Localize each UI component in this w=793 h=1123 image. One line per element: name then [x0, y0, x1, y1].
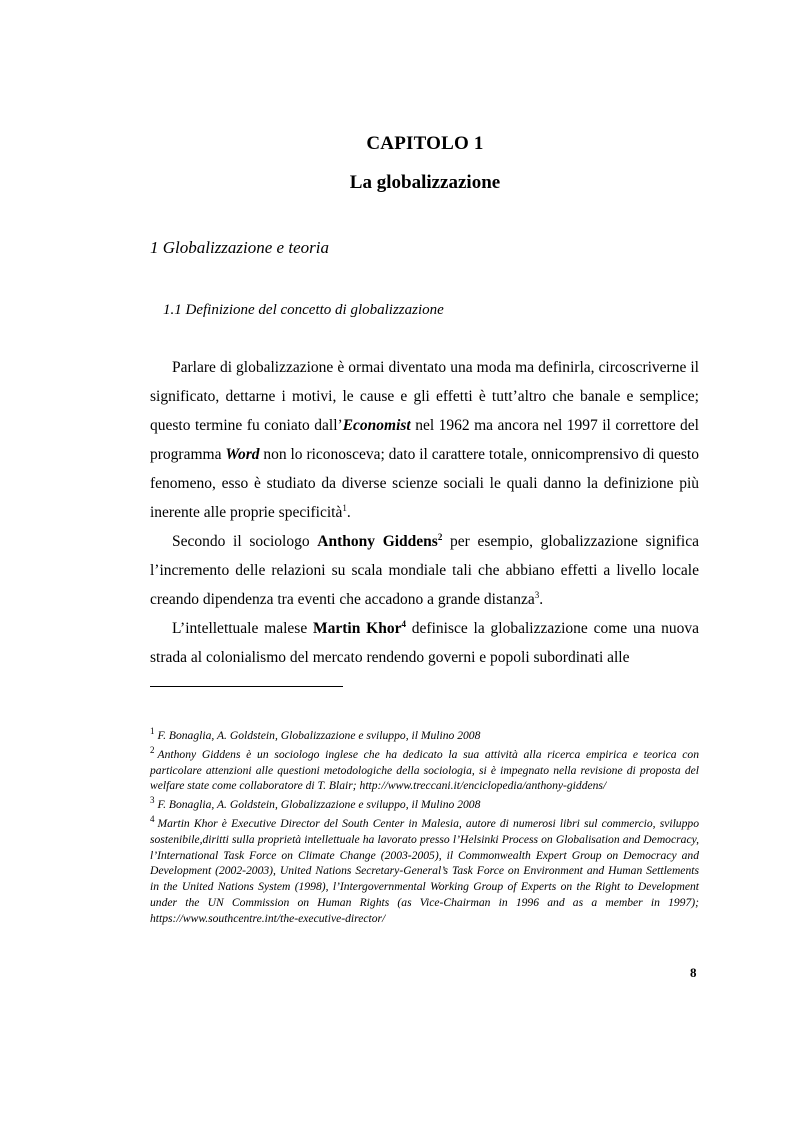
page-number: 8	[690, 965, 697, 980]
footnote-4	[150, 816, 699, 927]
chapter-number: CAPITOLO 1	[366, 133, 484, 154]
footnote-number: 1	[150, 726, 155, 737]
paragraph-text: Parlare di globalizzazione è ormai diventato una moda ma definirla, circoscriverne il significato, dettarne i motivi, le cause e gli effetti è tutt’altro che banale e semplice; questo termine fu coniato dall’	[150, 359, 699, 434]
paragraph-2	[150, 527, 699, 614]
footnote-ref[interactable]: 4	[401, 618, 406, 629]
emphasis-economist: Economist	[342, 417, 411, 434]
footnote-text: Anthony Giddens è un sociologo inglese che ha dedicato la sua attività alla ricerca empirica e teorica con particolare attenzioni alle questioni metodologiche della sociologia, si è impegnato nella revisione di proposta del welfare state come collaboratore di T. Blair; http://www.treccani.it/enciclopedia/anthony-giddens/	[150, 747, 699, 793]
subsection-heading: 1.1 Definizione del concetto di globalizzazione	[163, 302, 444, 318]
chapter-title: La globalizzazione	[349, 172, 501, 193]
paragraph-text: per esempio, globalizzazione significa l’incremento delle relazioni su scala mondiale tali che abbiano effetti a livello locale creando dipendenza tra eventi che accadono a grande distanza	[150, 533, 699, 608]
footnote-3	[150, 797, 699, 813]
emphasis-word: Word	[225, 446, 260, 463]
footnote-1	[150, 728, 699, 744]
paragraph-text: nel 1962 ma ancora nel 1997 il correttore del programma	[150, 417, 699, 463]
paragraph-text: definisce la globalizzazione come una nuova strada al colonialismo del mercato rendendo governi e popoli subordinati alle	[150, 620, 700, 666]
footnote-divider	[150, 686, 343, 687]
paragraph-1	[150, 353, 699, 527]
paragraph-3	[150, 614, 699, 672]
footnote-number: 2	[150, 744, 155, 755]
paragraph-text: .	[539, 591, 544, 608]
body-text	[150, 353, 699, 672]
footnote-number: 3	[150, 795, 155, 806]
footnote-number: 4	[150, 814, 155, 825]
footnote-ref[interactable]: 2	[437, 531, 443, 542]
footnote-ref[interactable]: 1	[342, 502, 347, 513]
footnote-text: Martin Khor è Executive Director del South Center in Malesia, autore di numerosi libri sul commercio, sviluppo sostenibile,diritti sulla proprietà intellettuale ha lavorato presso l’Helsinki Process on Globalisation and Democracy, l’International Task Force on Climate Change (2003-2005), il Commonwealth Expert Group on Democracy and Development (2002-2003), United Nations Secretary-General’s Task Force on Environment and Human Settlements in the United Nations System (1998), l’Intergovernmental Working Group of Experts on the Right to Development under the UN Commission on Human Rights (as Vice-Chairman in 1996 and as a member in 1997); https://www.southcentre.int/the-executive-director/	[150, 816, 699, 925]
paragraph-text: .	[346, 504, 351, 521]
footnote-text: F. Bonaglia, A. Goldstein, Globalizzazione e sviluppo, il Mulino 2008	[157, 798, 481, 812]
name-anthony-giddens: Anthony Giddens	[317, 533, 438, 550]
footnote-text: F. Bonaglia, A. Goldstein, Globalizzazione e sviluppo, il Mulino 2008	[157, 729, 481, 742]
footnotes	[150, 728, 699, 930]
section-heading: 1 Globalizzazione e teoria	[150, 238, 329, 257]
paragraph-text: Secondo il sociologo	[172, 533, 318, 550]
paragraph-text: L’intellettuale malese	[172, 620, 314, 637]
footnote-ref[interactable]: 3	[534, 589, 540, 600]
paragraph-text: non lo riconosceva; dato il carattere totale, onnicomprensivo di questo fenomeno, esso è studiato da diverse scienze sociali le quali danno la definizione più inerente alle proprie specificità	[150, 446, 699, 521]
footnote-2	[150, 744, 699, 794]
name-martin-khor: Martin Khor	[313, 620, 402, 637]
